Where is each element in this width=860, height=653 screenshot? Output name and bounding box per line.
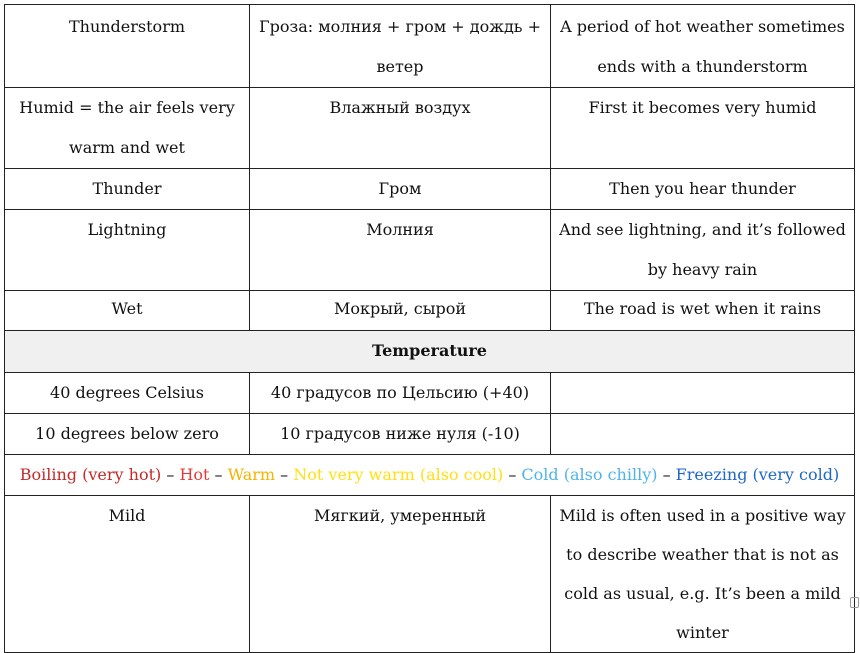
word-cell: Humid = the air feels very warm and wet [5,88,250,169]
scale-item-hot: Hot [179,465,210,484]
translation-cell: 40 градусов по Цельсию (+40) [250,373,551,414]
translation-cell: Влажный воздух [250,88,551,169]
scale-separator: – [166,465,175,484]
table-row [5,5,855,88]
example-cell: The road is wet when it rains [551,291,855,331]
scale-separator: – [662,465,671,484]
example-cell: And see lightning, and it’s followed by heavy rain [551,210,855,291]
word-cell: Thunder [5,169,250,210]
scale-separator: – [280,465,289,484]
example-cell: First it becomes very humid [551,88,855,169]
table-row [5,169,855,210]
temperature-scale-row [5,455,855,496]
translation-cell: Мокрый, сырой [250,291,551,331]
scale-item-freezing: Freezing (very cold) [675,465,840,484]
example-cell: Mild is often used in a positive way to describe weather that is not as cold as usual, e.g. It’s been a mild winter [551,496,855,653]
table-row [5,496,855,653]
translation-cell: 10 градусов ниже нуля (-10) [250,414,551,455]
word-cell: 10 degrees below zero [5,414,250,455]
table-row [5,373,855,414]
word-cell: Thunderstorm [5,5,250,88]
vocabulary-table [4,4,855,653]
word-cell: Mild [5,496,250,653]
scale-separator: – [214,465,223,484]
table-resize-handle[interactable] [850,597,859,608]
translation-cell: Гром [250,169,551,210]
table-row [5,414,855,455]
word-cell: Wet [5,291,250,331]
scale-item-not-very-warm: Not very warm (also cool) [293,465,504,484]
table-row [5,210,855,291]
section-heading: Temperature [5,331,855,373]
scale-item-cold: Cold (also chilly) [521,465,658,484]
example-cell [551,373,855,414]
scale-item-boiling: Boiling (very hot) [19,465,162,484]
example-cell: Then you hear thunder [551,169,855,210]
scale-item-warm: Warm [227,465,276,484]
translation-cell: Молния [250,210,551,291]
scale-separator: – [508,465,517,484]
section-heading-row [5,331,855,373]
table-row [5,88,855,169]
translation-cell: Гроза: молния + гром + дождь + ветер [250,5,551,88]
word-cell: Lightning [5,210,250,291]
example-cell [551,414,855,455]
word-cell: 40 degrees Celsius [5,373,250,414]
table-row [5,291,855,331]
translation-cell: Мягкий, умеренный [250,496,551,653]
example-cell: A period of hot weather sometimes ends with a thunderstorm [551,5,855,88]
temperature-scale [5,455,855,496]
